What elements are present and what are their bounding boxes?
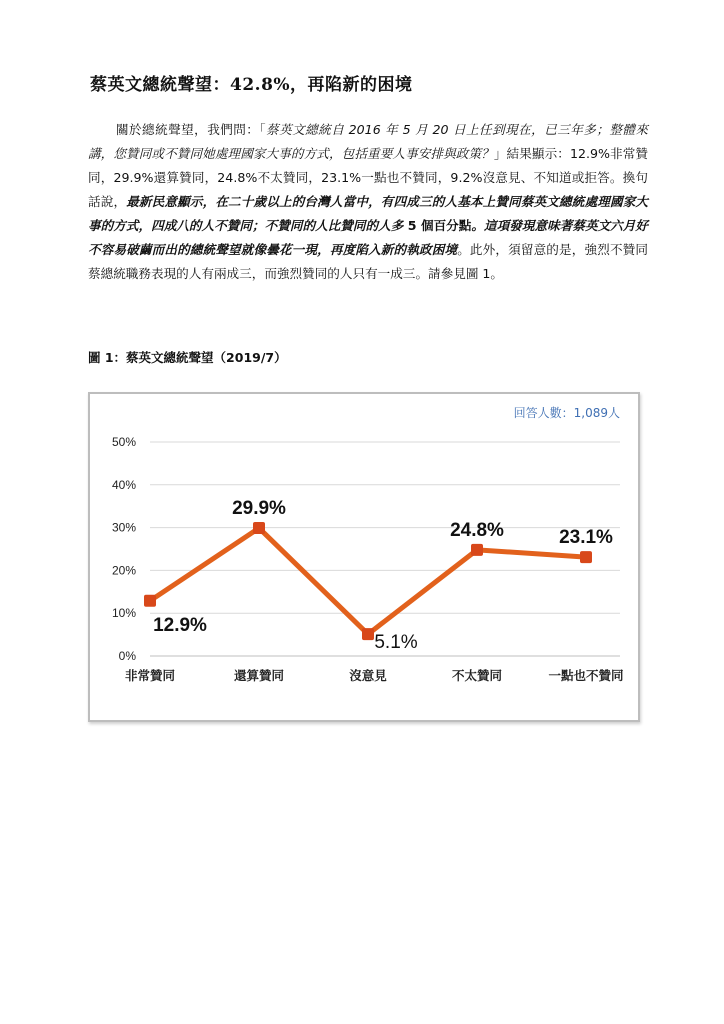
key-finding: 最新民意顯示，在二十歲以上的台灣人當中，有四成三的人基本上贊同蔡英文總統處理國家大事的方式，四成八的人不贊同；不贊同的人比贊同的人多 (88, 194, 649, 233)
y-tick-label: 10% (111, 606, 136, 621)
data-label: 23.1% (559, 527, 613, 549)
series-line (150, 528, 586, 634)
chart-canvas (90, 394, 638, 720)
data-point (471, 544, 483, 556)
x-tick-label: 沒意見 (349, 668, 387, 683)
approval-chart (88, 392, 640, 722)
y-tick-label: 0% (118, 649, 136, 663)
x-tick-label: 還算贊同 (233, 668, 285, 683)
data-label: 24.8% (450, 519, 504, 541)
data-label: 12.9% (153, 614, 207, 636)
paragraph-closing: 。此外，須留意的是，強烈不贊同蔡總統職務表現的人有兩成三，而強烈贊同的人只有一成三。請參見圖 1。 (88, 242, 649, 281)
report-title: 蔡英文總統聲望：42.8%，再陷新的困境 (90, 75, 413, 95)
y-tick-label: 50% (111, 435, 136, 449)
y-tick-label: 30% (111, 520, 136, 535)
data-point (362, 628, 374, 640)
figure-caption: 圖 1：蔡英文總統聲望（2019/7） (88, 350, 287, 365)
data-label: 29.9% (232, 498, 286, 520)
paragraph-results: 」結果顯示：12.9%非常贊同，29.9%還算贊同，24.8%不太贊同，23.1%一點也不贊同，9.2%沒意見、不知道或拒答。換句話說， (88, 146, 648, 209)
body-paragraph (88, 118, 648, 286)
x-tick-label: 不太贊同 (451, 668, 503, 683)
data-point (580, 551, 592, 563)
respondent-count: 回答人數：1,089人 (513, 406, 620, 420)
key-finding-implication: 。這項發現意味著蔡英文六月好不容易破繭而出的總統聲望就像曇花一現，再度陷入新的執政困境 (88, 218, 649, 257)
x-tick-label: 非常贊同 (124, 668, 176, 683)
data-point (253, 522, 265, 534)
data-point (144, 595, 156, 607)
survey-question: 蔡英文總統自 2016 年 5 月 20 日上任到現在，已三年多；整體來講，您贊同或不贊同她處理國家大事的方式，包括重要人事安排與政策？ (88, 122, 648, 161)
key-finding-number: 5 個百分點 (403, 218, 472, 233)
data-label: 5.1% (374, 632, 418, 654)
x-tick-label: 一點也不贊同 (548, 668, 624, 683)
y-tick-label: 40% (111, 477, 136, 492)
paragraph-intro: 關於總統聲望，我們問：「 (116, 122, 267, 137)
y-tick-label: 20% (111, 563, 136, 578)
